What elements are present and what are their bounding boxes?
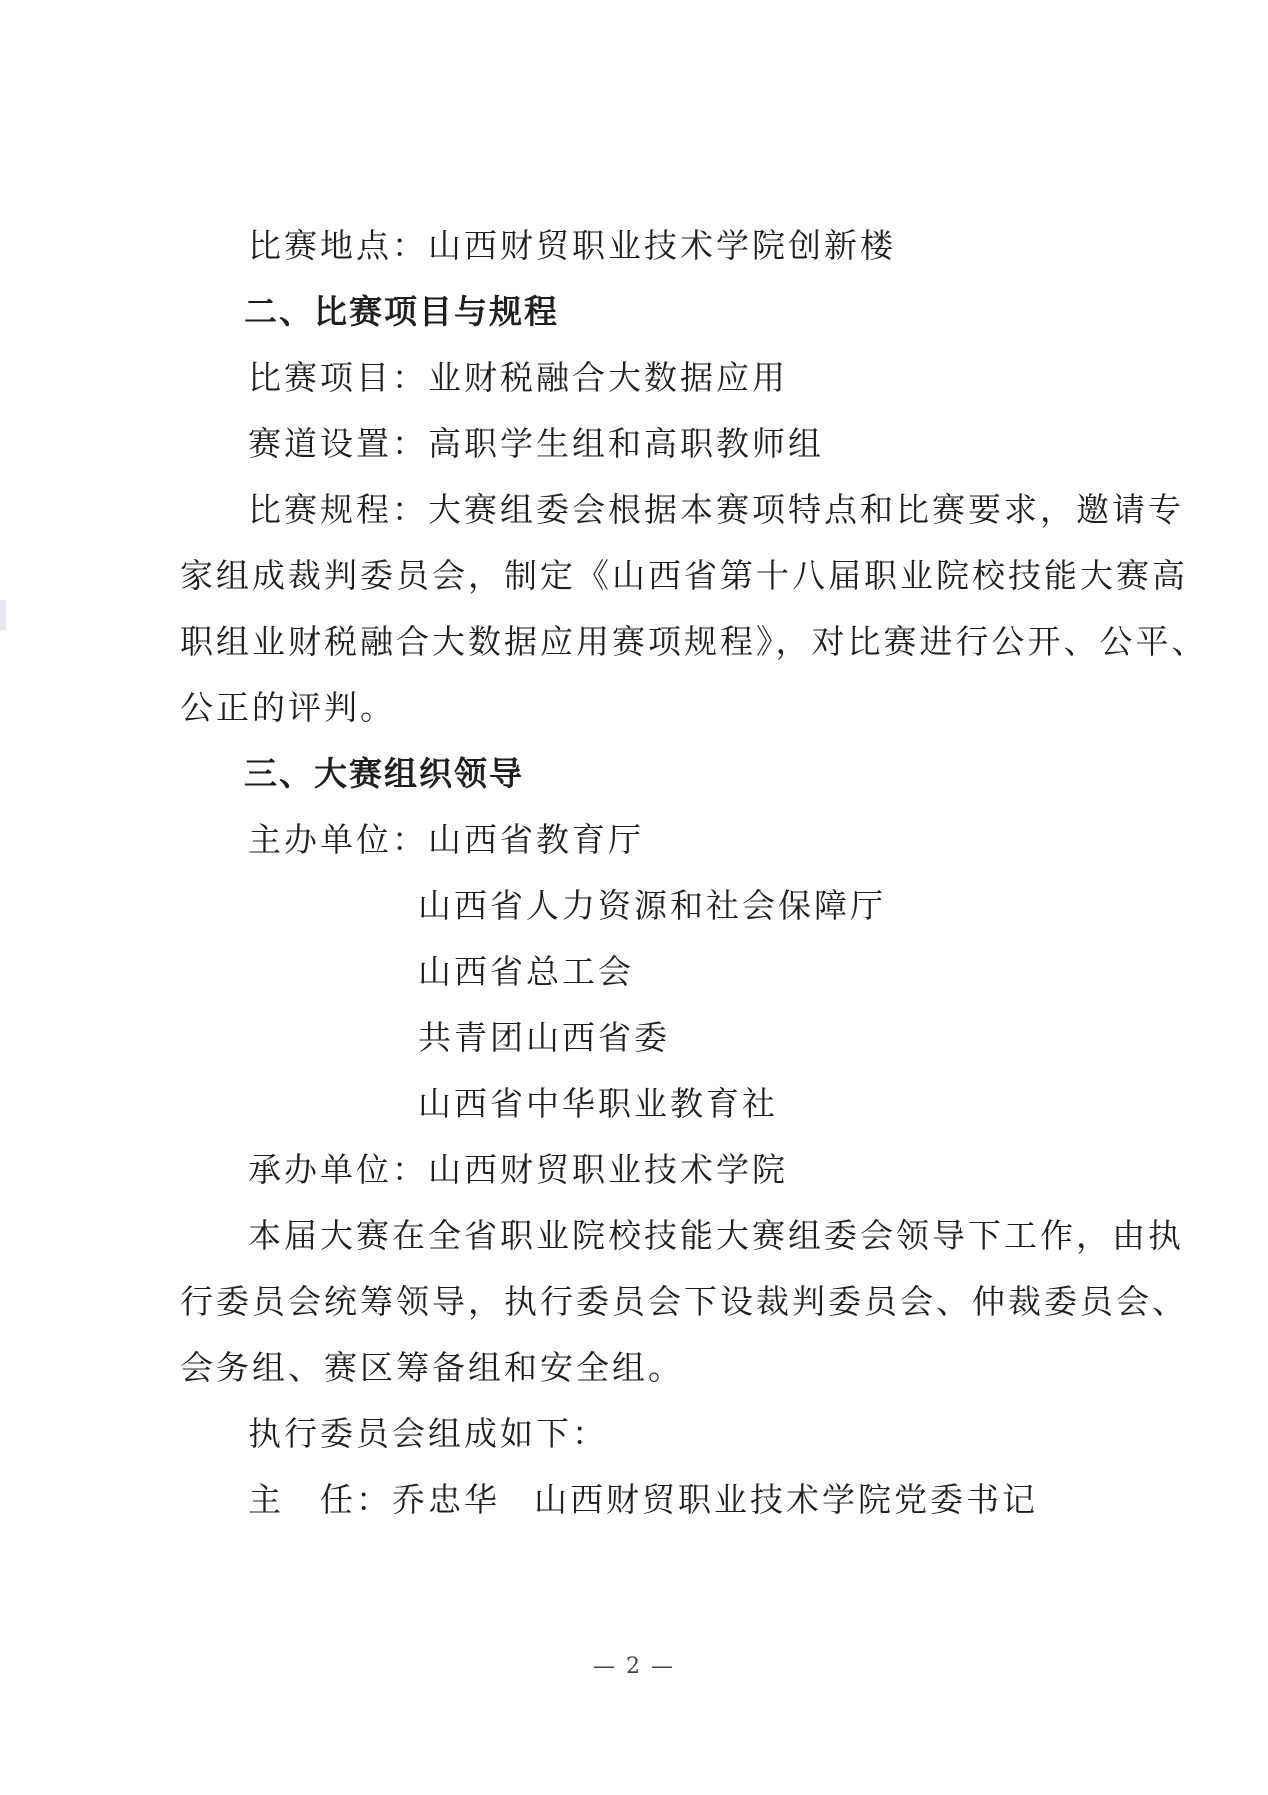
organizer-item: 山西省教育厅 <box>428 820 644 859</box>
section3-title: 三、大赛组织领导 <box>244 754 524 793</box>
section2-title: 二、比赛项目与规程 <box>244 292 559 331</box>
director-name: 乔忠华 <box>392 1480 500 1519</box>
venue-line <box>248 226 896 266</box>
organizers-line-1 <box>248 820 644 860</box>
committee-intro: 执行委员会组成如下： <box>248 1414 608 1453</box>
project-line <box>248 358 788 398</box>
track-label: 赛道设置： <box>248 424 428 463</box>
rules-line-1: 比赛规程：大赛组委会根据本赛项特点和比赛要求，邀请专 <box>248 490 1184 529</box>
leadership-line-3: 会务组、赛区筹备组和安全组。 <box>180 1348 684 1387</box>
leadership-line-1: 本届大赛在全省职业院校技能大赛组委会领导下工作，由执 <box>248 1216 1184 1255</box>
host-label: 承办单位： <box>248 1150 428 1189</box>
rules-line-3: 职组业财税融合大数据应用赛项规程》，对比赛进行公开、公平、 <box>180 622 1208 661</box>
rules-line-2: 家组成裁判委员会，制定《山西省第十八届职业院校技能大赛高 <box>180 556 1188 595</box>
organizers-label: 主办单位： <box>248 820 428 859</box>
host-value: 山西财贸职业技术学院 <box>428 1150 788 1189</box>
page-number: — 2 — <box>593 1654 675 1679</box>
project-label: 比赛项目： <box>248 358 428 397</box>
organizer-item: 山西省中华职业教育社 <box>418 1084 778 1123</box>
track-value: 高职学生组和高职教师组 <box>428 424 824 463</box>
venue-value: 山西财贸职业技术学院创新楼 <box>428 226 896 265</box>
host-line <box>248 1150 788 1190</box>
organizer-item: 山西省人力资源和社会保障厅 <box>418 886 886 925</box>
director-title: 山西财贸职业技术学院党委书记 <box>534 1480 1038 1519</box>
organizer-item: 共青团山西省委 <box>418 1018 670 1057</box>
organizer-item: 山西省总工会 <box>418 952 634 991</box>
track-line <box>248 424 824 464</box>
rules-line-4: 公正的评判。 <box>180 688 396 727</box>
scan-edge <box>0 600 6 630</box>
director-line <box>248 1480 1038 1520</box>
leadership-line-2: 行委员会统筹领导，执行委员会下设裁判委员会、仲裁委员会、 <box>180 1282 1188 1321</box>
project-value: 业财税融合大数据应用 <box>428 358 788 397</box>
director-label: 主 任： <box>248 1480 392 1519</box>
venue-label: 比赛地点： <box>248 226 428 265</box>
